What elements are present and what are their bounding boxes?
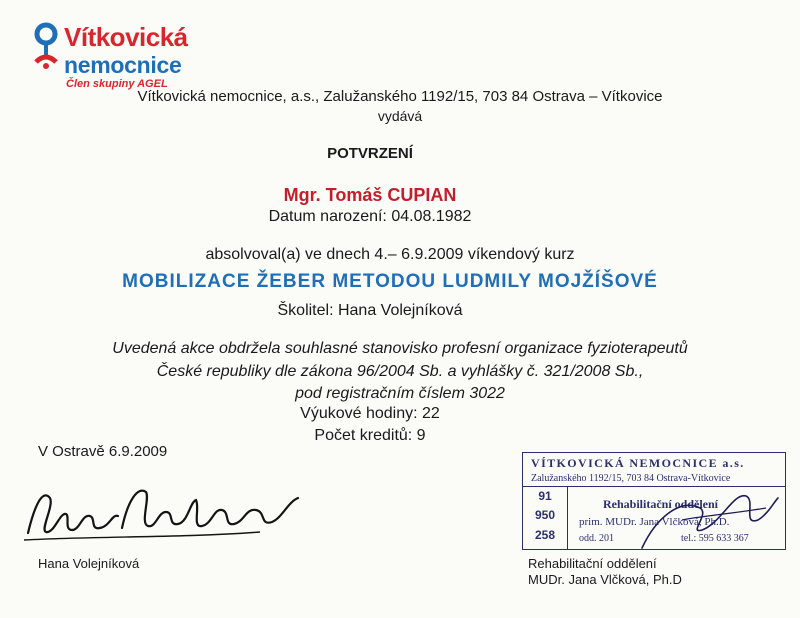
stamp-ward: odd. 201 (579, 533, 614, 544)
approval-line-2: České republiky dle zákona 96/2004 Sb. a vyhlášky č. 321/2008 Sb., (156, 363, 644, 380)
issues-label: vydává (377, 108, 423, 124)
approval-line-1: Uvedená akce obdržela souhlasné stanovisko profesní organizace fyzioterapeutů (112, 340, 688, 357)
course-title: MOBILIZACE ŽEBER METODOU LUDMILY MOJŽÍŠOVÉ (122, 271, 658, 292)
recipient-name: Mgr. Tomáš CUPIAN (283, 185, 457, 205)
stamp-head: prim. MUDr. Jana Vlčková, Ph.D. (579, 516, 730, 528)
issuer-address: Vítkovická nemocnice, a.s., Zalužanského 1192/15, 703 84 Ostrava – Vítkovice (137, 88, 663, 105)
left-signature (20, 478, 310, 548)
birth-date: Datum narození: 04.08.1982 (268, 208, 472, 225)
approval-line-3: pod registračním číslem 3022 (295, 385, 505, 402)
right-department: Rehabilitační oddělení (528, 556, 657, 571)
teaching-hours: Výukové hodiny: 22 (300, 405, 440, 422)
logo-text-nemocnice: nemocnice (64, 52, 182, 78)
logo-tagline: Člen skupiny AGEL (66, 78, 168, 90)
completion-text: absolvoval(a) ve dnech 4.– 6.9.2009 víkendový kurz (205, 246, 575, 263)
stamp-phone: tel.: 595 633 367 (681, 533, 749, 544)
hospital-logo-icon (30, 22, 62, 72)
right-signature (570, 468, 780, 558)
credits-count: Počet kreditů: 9 (314, 427, 426, 444)
stamp-department: Rehabilitační oddělení (603, 497, 719, 511)
left-signer-name: Hana Volejníková (38, 556, 140, 571)
stamp-number-3: 258 (534, 528, 556, 542)
logo-text-vitkovicka: Vítkovická (64, 22, 188, 52)
place-date: V Ostravě 6.9.2009 (38, 443, 168, 460)
stamp-number-1: 91 (538, 489, 552, 503)
certificate-title: POTVRZENÍ (327, 145, 413, 162)
right-signer-name: MUDr. Jana Vlčková, Ph.D (528, 572, 682, 587)
trainer-line: Školitel: Hana Volejníková (277, 302, 463, 319)
stamp-hospital-name: VÍTKOVICKÁ NEMOCNICE a.s. (531, 456, 745, 470)
stamp-number-2: 950 (534, 508, 556, 522)
stamp-address: Zalužanského 1192/15, 703 84 Ostrava-Vítkovice (531, 473, 731, 484)
